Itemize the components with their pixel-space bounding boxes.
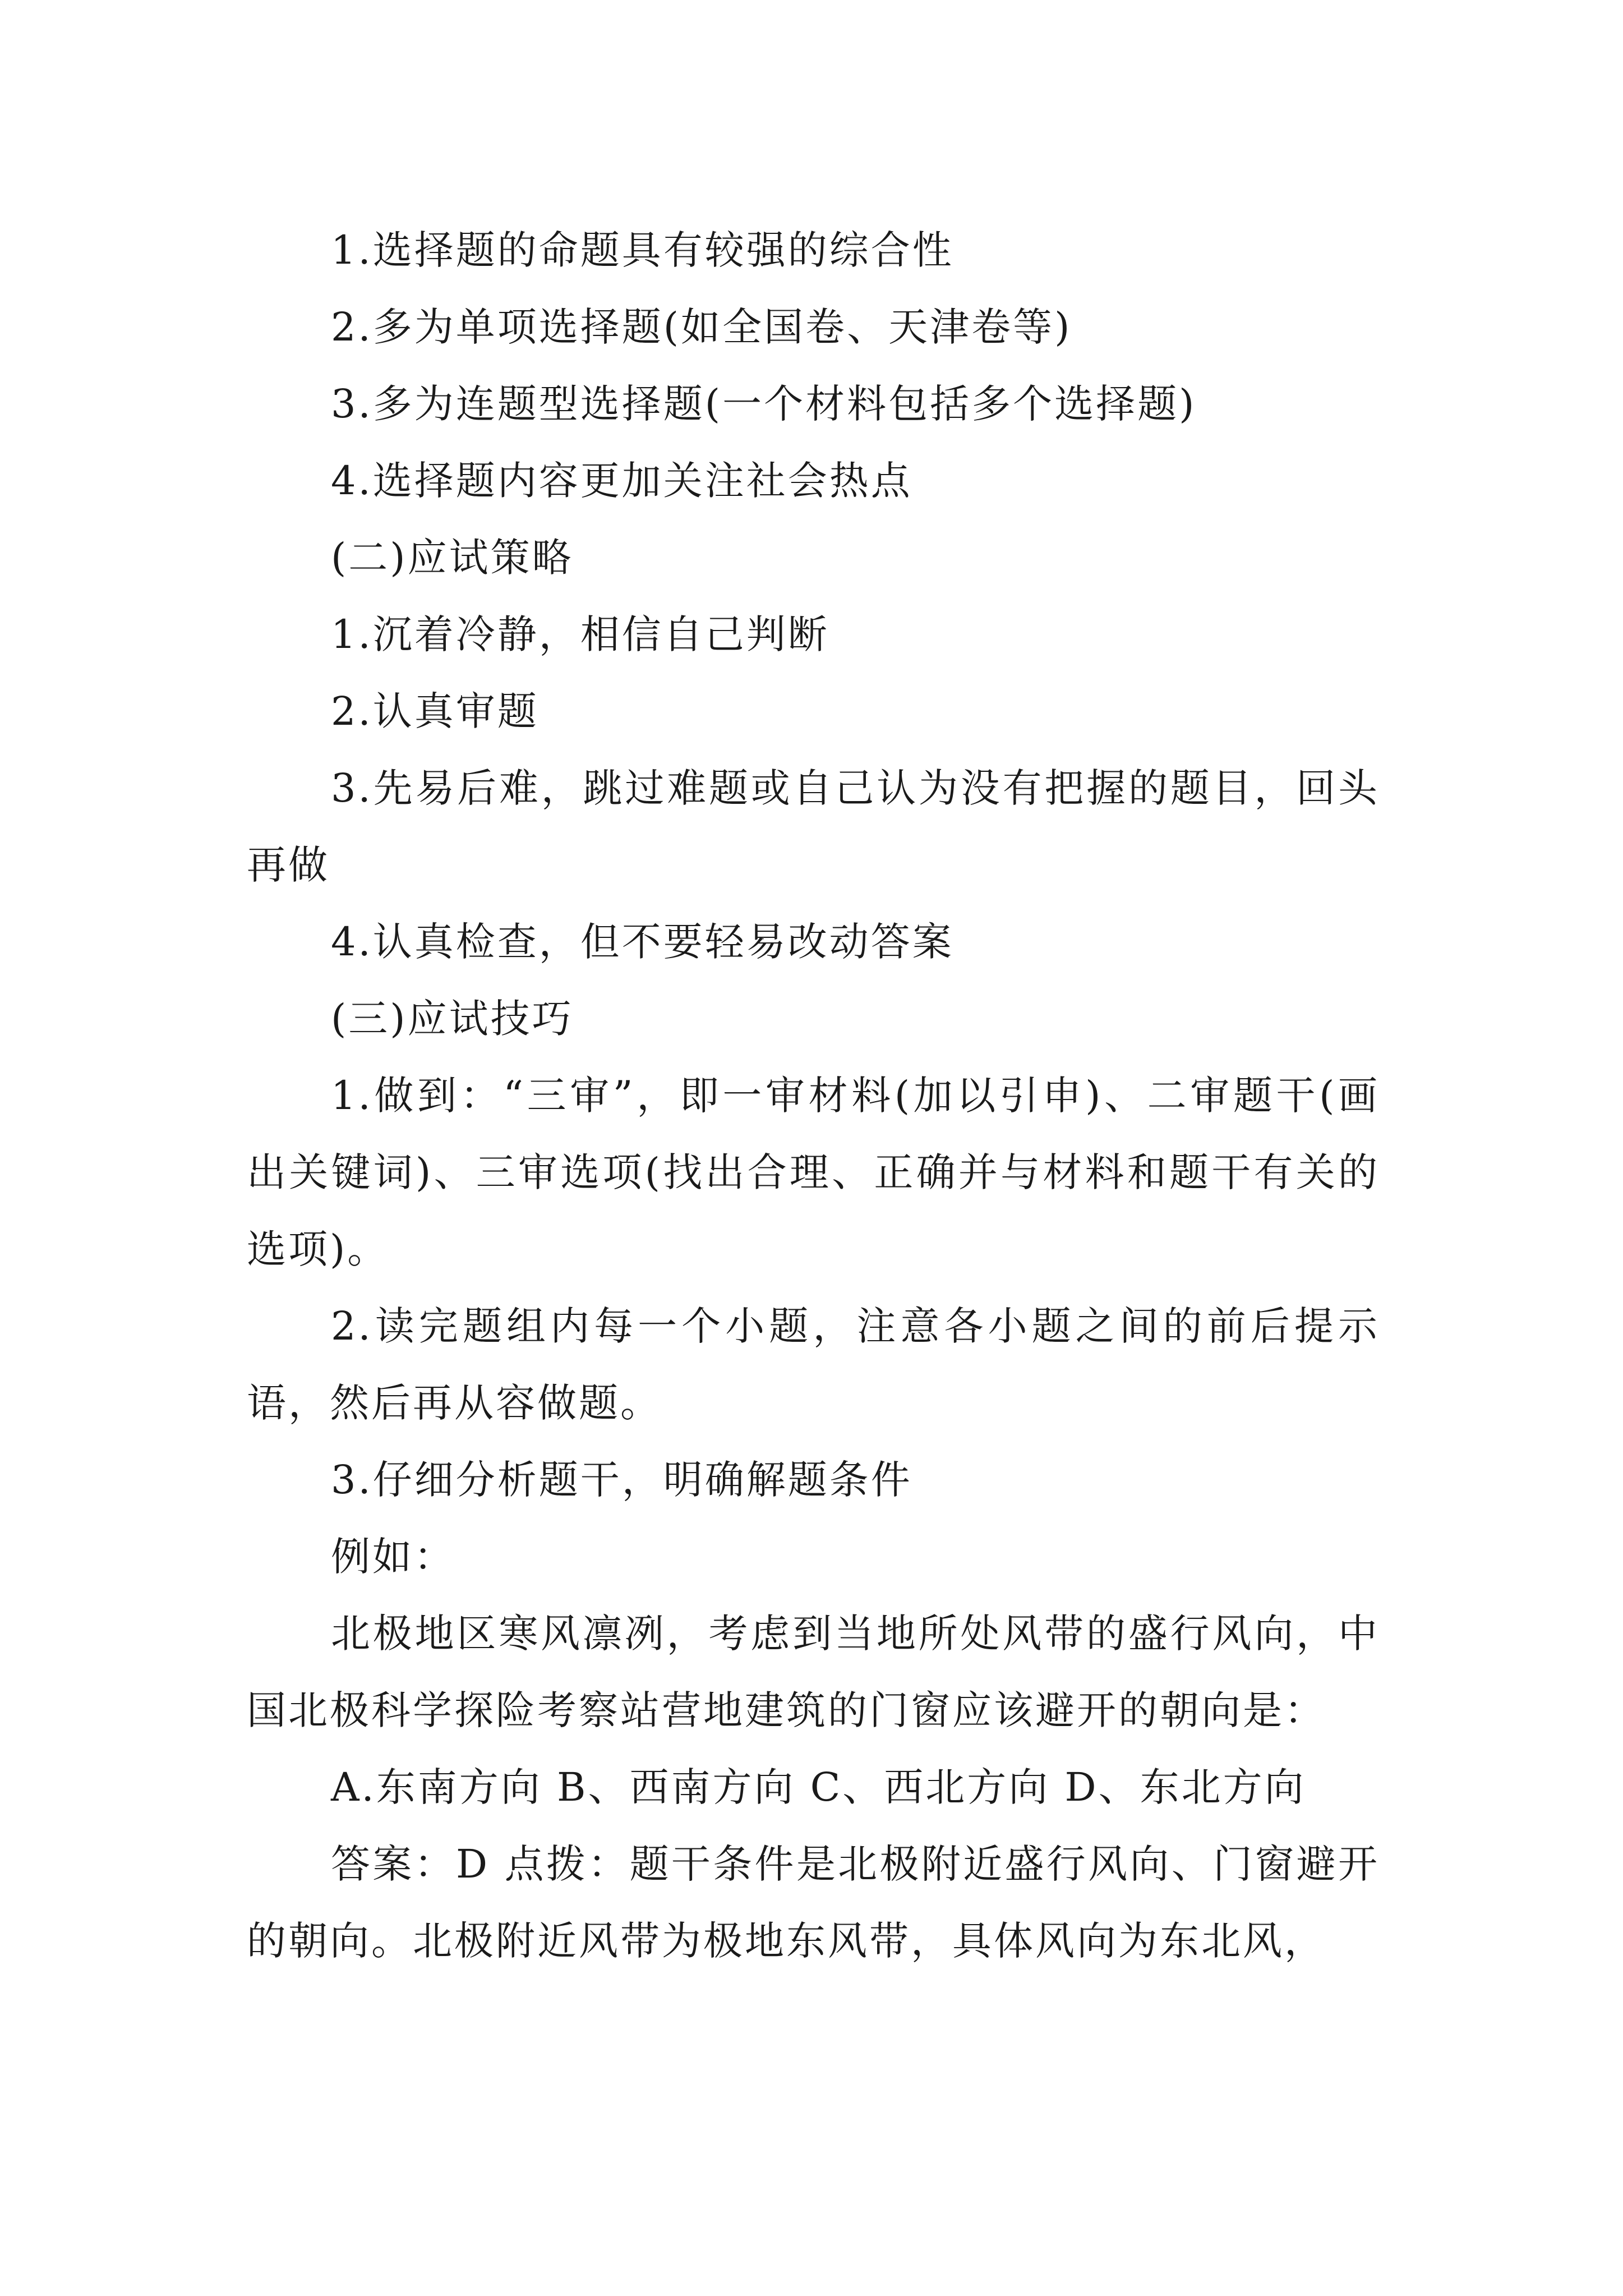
paragraph-feature-3: 3.多为连题型选择题(一个材料包括多个选择题) (331, 381, 1197, 427)
paragraph-technique-1: 1.做到：“三审”，即一审材料(加以引申)、二审题干(画出关键词)、三审选项(找出合理、正确并与材料和题干有关的选项)。 (247, 1073, 1380, 1272)
paragraph-technique-2: 2.读完题组内每一个小题，注意各小题之间的前后提示语，然后再从容做题。 (247, 1303, 1380, 1426)
section-heading-techniques: (三)应试技巧 (331, 996, 574, 1042)
paragraph-feature-1: 1.选择题的命题具有较强的综合性 (331, 227, 954, 273)
paragraph-feature-2: 2.多为单项选择题(如全国卷、天津卷等) (331, 304, 1072, 350)
section-heading-strategy: (二)应试策略 (331, 535, 574, 581)
paragraph-technique-3: 3.仔细分析题干，明确解题条件 (331, 1457, 912, 1503)
document-body (247, 212, 1380, 1980)
example-answer: 答案：D 点拨：题干条件是北极附近盛行风向、门窗避开的朝向。北极附近风带为极地东风带，具体风向为东北风， (247, 1841, 1380, 1964)
paragraph-feature-4: 4.选择题内容更加关注社会热点 (331, 458, 912, 504)
paragraph-strategy-4: 4.认真检查，但不要轻易改动答案 (331, 919, 954, 965)
example-label: 例如： (331, 1534, 455, 1580)
paragraph-strategy-2: 2.认真审题 (331, 688, 539, 734)
paragraph-strategy-1: 1.沉着冷静，相信自己判断 (331, 611, 829, 657)
paragraph-strategy-3: 3.先易后难，跳过难题或自己认为没有把握的题目，回头再做 (247, 765, 1380, 888)
example-question: 北极地区寒风凛冽，考虑到当地所处风带的盛行风向，中国北极科学探险考察站营地建筑的门窗应该避开的朝向是： (247, 1611, 1380, 1733)
example-options: A.东南方向 B、西南方向 C、西北方向 D、东北方向 (331, 1764, 1306, 1810)
